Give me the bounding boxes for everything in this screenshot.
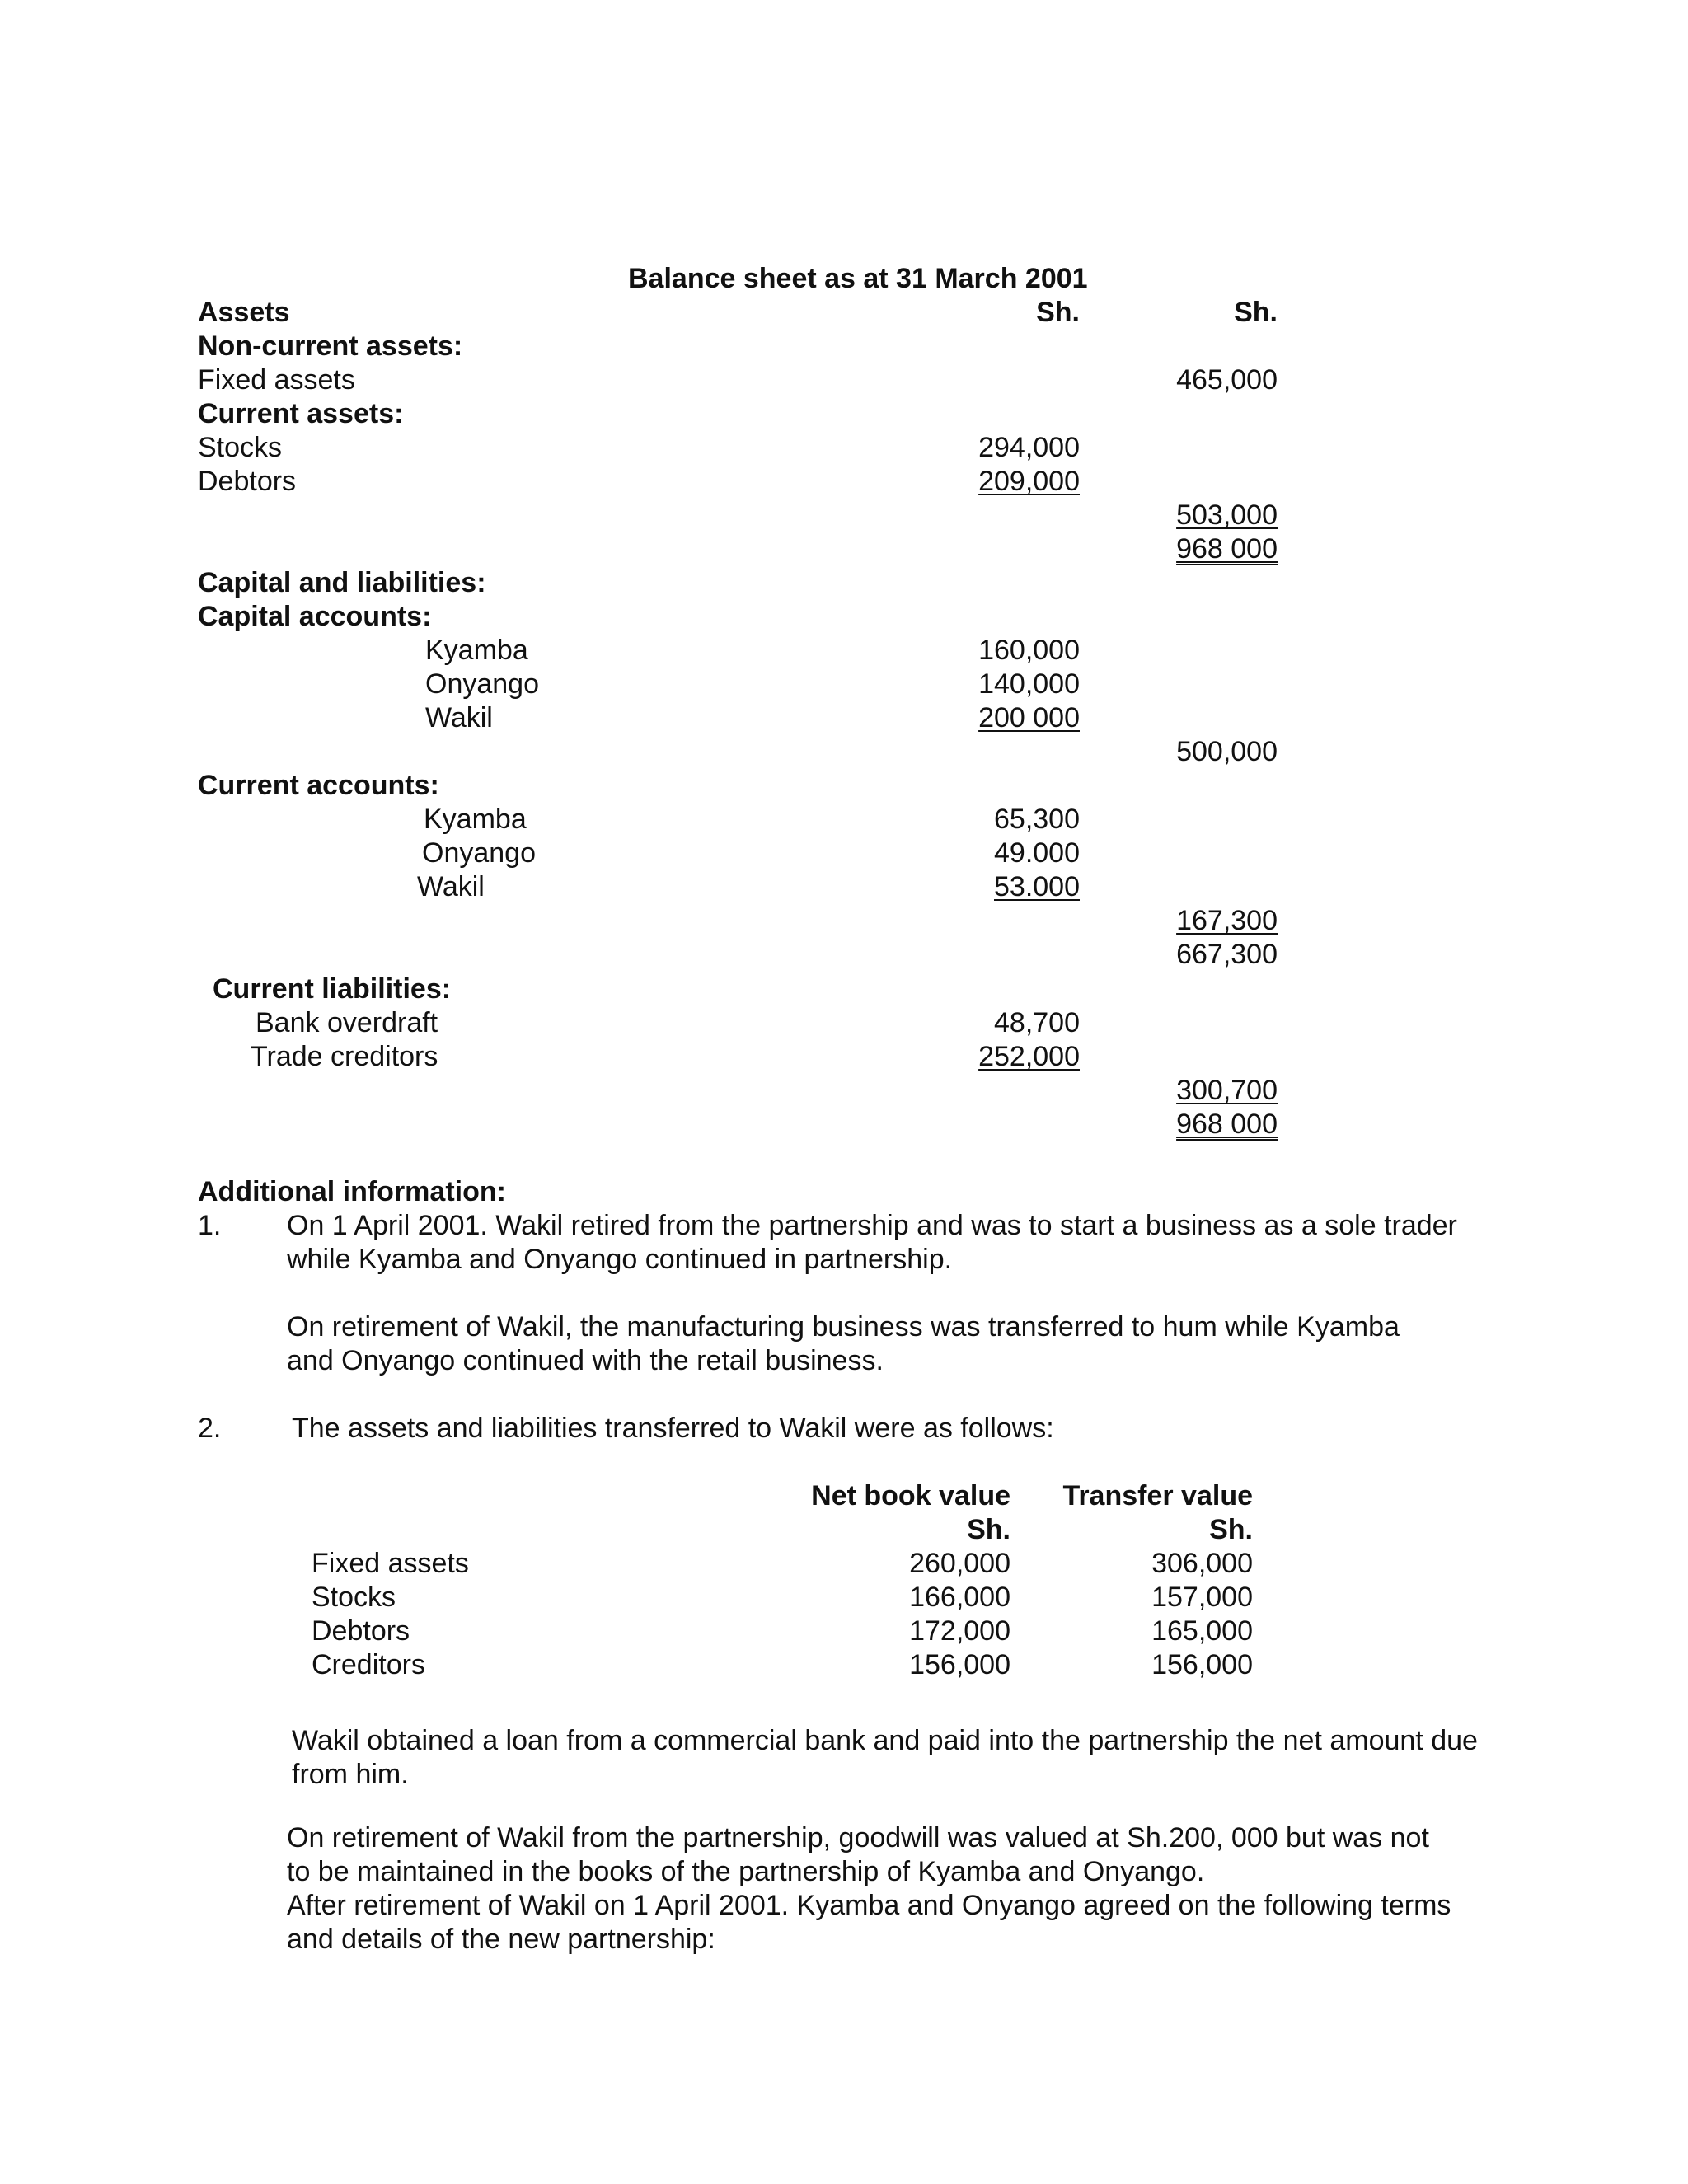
capital-kyamba-value: 160,000	[978, 635, 1080, 666]
capital-accounts-heading: Capital accounts:	[198, 601, 432, 632]
stocks-label: Stocks	[198, 432, 283, 463]
current-accounts-heading: Current accounts:	[198, 770, 439, 801]
tv-unit: Sh.	[1209, 1514, 1253, 1545]
table-row-nbv: 166,000	[909, 1582, 1010, 1613]
debtors-value: 209,000	[978, 466, 1080, 497]
new-partnership-paragraph: After retirement of Wakil on 1 April 2001. Kyamba and Onyango agreed on the following terms and details of the new partnership:	[287, 1890, 1451, 1955]
stocks-value: 294,000	[978, 432, 1080, 463]
capital-onyango-label: Onyango	[425, 668, 539, 700]
current-onyango-label: Onyango	[422, 837, 536, 869]
assets-total: 968 000	[1176, 533, 1278, 565]
table-row-tv: 157,000	[1151, 1582, 1253, 1613]
current-kyamba-value: 65,300	[994, 804, 1080, 835]
additional-heading: Additional information:	[198, 1176, 506, 1207]
table-row-nbv: 156,000	[909, 1649, 1010, 1680]
col1-header: Sh.	[1036, 297, 1080, 328]
trade-creditors-value: 252,000	[978, 1041, 1080, 1072]
col2-header: Sh.	[1234, 297, 1278, 328]
capital-kyamba-label: Kyamba	[425, 635, 528, 666]
nbv-header: Net book value	[811, 1480, 1010, 1511]
capital-total: 500,000	[1176, 736, 1278, 767]
capital-wakil-label: Wakil	[425, 702, 493, 733]
nbv-unit: Sh.	[967, 1514, 1010, 1545]
item-1-paragraph-1: On 1 April 2001. Wakil retired from the partnership and was to start a business as a sole trader while Kyamba and Onyango continued in partnership.	[287, 1210, 1457, 1275]
capital-onyango-value: 140,000	[978, 668, 1080, 700]
table-row-label: Stocks	[312, 1582, 396, 1613]
current-onyango-value: 49.000	[994, 837, 1080, 869]
capital-liabilities-total: 968 000	[1176, 1108, 1278, 1140]
table-row-nbv: 172,000	[909, 1615, 1010, 1647]
table-row-nbv: 260,000	[909, 1548, 1010, 1579]
capital-wakil-value: 200 000	[978, 702, 1080, 733]
assets-heading: Assets	[198, 297, 290, 328]
goodwill-paragraph: On retirement of Wakil from the partnership, goodwill was valued at Sh.200, 000 but was not to be maintained in the books of the partnership of Kyamba and Onyango.	[287, 1822, 1429, 1887]
fixed-assets-label: Fixed assets	[198, 364, 355, 396]
page-title: Balance sheet as at 31 March 2001	[628, 263, 1088, 294]
current-assets-total: 503,000	[1176, 499, 1278, 531]
current-liabilities-heading: Current liabilities:	[213, 973, 452, 1005]
table-row-label: Fixed assets	[312, 1548, 469, 1579]
current-kyamba-label: Kyamba	[424, 804, 527, 835]
trade-creditors-label: Trade creditors	[251, 1041, 438, 1072]
item-2-number: 2.	[198, 1413, 222, 1444]
table-row-tv: 306,000	[1151, 1548, 1253, 1579]
table-row-tv: 156,000	[1151, 1649, 1253, 1680]
fixed-assets-value: 465,000	[1176, 364, 1278, 396]
non-current-heading: Non-current assets:	[198, 330, 463, 362]
capital-liabilities-heading: Capital and liabilities:	[198, 567, 486, 598]
liabilities-total: 300,700	[1176, 1075, 1278, 1106]
loan-paragraph: Wakil obtained a loan from a commercial bank and paid into the partnership the net amount due from him.	[292, 1725, 1478, 1790]
item-1-number: 1.	[198, 1210, 222, 1241]
bank-overdraft-label: Bank overdraft	[256, 1007, 438, 1038]
tv-header: Transfer value	[1062, 1480, 1253, 1511]
table-row-label: Debtors	[312, 1615, 410, 1647]
current-wakil-label: Wakil	[417, 871, 485, 902]
bank-overdraft-value: 48,700	[994, 1007, 1080, 1038]
item-1-paragraph-2: On retirement of Wakil, the manufacturing business was transferred to hum while Kyamba and Onyango continued with the retail business.	[287, 1311, 1400, 1376]
current-wakil-value: 53.000	[994, 871, 1080, 902]
capital-subtotal: 667,300	[1176, 939, 1278, 970]
table-row-tv: 165,000	[1151, 1615, 1253, 1647]
item-2-text: The assets and liabilities transferred to Wakil were as follows:	[292, 1413, 1054, 1444]
current-accounts-total: 167,300	[1176, 905, 1278, 936]
current-assets-heading: Current assets:	[198, 398, 404, 429]
table-row-label: Creditors	[312, 1649, 425, 1680]
debtors-label: Debtors	[198, 466, 297, 497]
